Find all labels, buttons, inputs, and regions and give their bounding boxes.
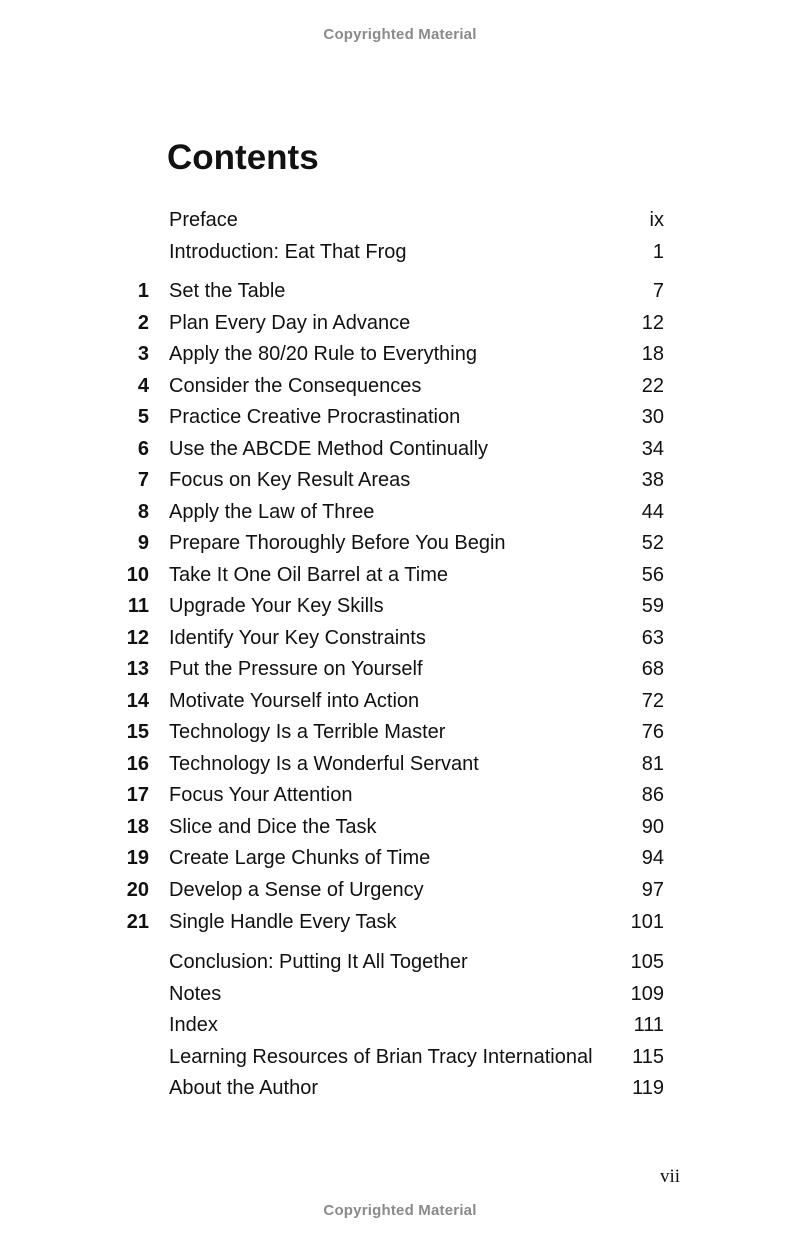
toc-entry-chapter[interactable] bbox=[0, 907, 800, 937]
chapter-number: 17 bbox=[126, 784, 149, 806]
toc-entry-label: Create Large Chunks of Time bbox=[169, 847, 431, 869]
toc-entry-page: 1 bbox=[652, 241, 664, 263]
toc-entry-chapter[interactable] bbox=[0, 717, 800, 747]
toc-entry-page: 22 bbox=[641, 375, 664, 397]
chapter-number: 6 bbox=[137, 438, 149, 460]
toc-entry-label: Introduction: Eat That Frog bbox=[169, 241, 407, 263]
toc-entry-page: 68 bbox=[641, 658, 664, 680]
toc-entry-page: 72 bbox=[641, 690, 664, 712]
toc-entry-chapter[interactable] bbox=[0, 780, 800, 810]
chapter-number: 16 bbox=[126, 753, 149, 775]
toc-entry-label: Index bbox=[169, 1014, 218, 1036]
toc-entry-label: Upgrade Your Key Skills bbox=[169, 595, 384, 617]
toc-entry-label: Put the Pressure on Yourself bbox=[169, 658, 423, 680]
toc-entry-label: Apply the Law of Three bbox=[169, 501, 375, 523]
toc-entry-label: Technology Is a Wonderful Servant bbox=[169, 753, 479, 775]
toc-entry-chapter[interactable] bbox=[0, 402, 800, 432]
toc-entry-chapter[interactable] bbox=[0, 497, 800, 527]
toc-entry-label: Single Handle Every Task bbox=[169, 911, 397, 933]
toc-entry-chapter[interactable] bbox=[0, 812, 800, 842]
chapter-number: 1 bbox=[137, 280, 149, 302]
copyright-watermark-bottom: Copyrighted Material bbox=[323, 1202, 477, 1219]
toc-entry-chapter[interactable] bbox=[0, 591, 800, 621]
toc-entry-label: Set the Table bbox=[169, 280, 286, 302]
toc-entry-page: 94 bbox=[641, 847, 664, 869]
chapter-number: 19 bbox=[126, 847, 149, 869]
toc-entry-page: 115 bbox=[632, 1046, 664, 1068]
chapter-number: 7 bbox=[137, 469, 149, 491]
toc-entry-back[interactable] bbox=[0, 1010, 800, 1040]
page-folio: vii bbox=[659, 1166, 680, 1187]
chapter-number: 18 bbox=[126, 816, 149, 838]
toc-entry-page: 59 bbox=[641, 595, 664, 617]
toc-entry-chapter[interactable] bbox=[0, 308, 800, 338]
toc-entry-chapter[interactable] bbox=[0, 371, 800, 401]
toc-entry-label: Learning Resources of Brian Tracy International bbox=[169, 1046, 593, 1068]
toc-entry-label: Use the ABCDE Method Continually bbox=[169, 438, 489, 460]
toc-entry-chapter[interactable] bbox=[0, 276, 800, 306]
toc-entry-chapter[interactable] bbox=[0, 528, 800, 558]
toc-entry-page: 76 bbox=[641, 721, 664, 743]
toc-entry-chapter[interactable] bbox=[0, 465, 800, 495]
chapter-number: 21 bbox=[126, 911, 149, 933]
toc-entry-page: 34 bbox=[641, 438, 664, 460]
chapter-number: 11 bbox=[127, 595, 149, 617]
toc-entry-page: 97 bbox=[641, 879, 664, 901]
toc-entry-label: Develop a Sense of Urgency bbox=[169, 879, 424, 901]
toc-entry-chapter[interactable] bbox=[0, 434, 800, 464]
toc-entry-page: 101 bbox=[630, 911, 664, 933]
toc-entry-label: Practice Creative Procrastination bbox=[169, 406, 461, 428]
toc-entry-page: 86 bbox=[641, 784, 664, 806]
toc-entry-label: Identify Your Key Constraints bbox=[169, 627, 426, 649]
toc-entry-label: Preface bbox=[169, 209, 238, 231]
chapter-number: 5 bbox=[137, 406, 149, 428]
toc-entry-front[interactable] bbox=[0, 205, 800, 235]
toc-entry-page: ix bbox=[649, 209, 664, 231]
toc-entry-page: 12 bbox=[641, 312, 664, 334]
toc-entry-page: 30 bbox=[641, 406, 664, 428]
toc-entry-page: 63 bbox=[641, 627, 664, 649]
toc-entry-page: 7 bbox=[652, 280, 664, 302]
toc-entry-label: Apply the 80/20 Rule to Everything bbox=[169, 343, 477, 365]
toc-entry-label: Focus on Key Result Areas bbox=[169, 469, 411, 491]
toc-entry-label: Conclusion: Putting It All Together bbox=[169, 951, 468, 973]
toc-entry-page: 38 bbox=[641, 469, 664, 491]
toc-entry-page: 90 bbox=[641, 816, 664, 838]
toc-entry-page: 44 bbox=[641, 501, 664, 523]
toc-entry-label: Prepare Thoroughly Before You Begin bbox=[169, 532, 506, 554]
toc-entry-page: 111 bbox=[633, 1014, 664, 1036]
toc-entry-page: 119 bbox=[632, 1077, 664, 1099]
toc-entry-chapter[interactable] bbox=[0, 654, 800, 684]
toc-entry-label: Notes bbox=[169, 983, 222, 1005]
toc-entry-label: Motivate Yourself into Action bbox=[169, 690, 420, 712]
toc-entry-label: Consider the Consequences bbox=[169, 375, 422, 397]
toc-entry-chapter[interactable] bbox=[0, 749, 800, 779]
page-title: Contents bbox=[167, 138, 319, 177]
chapter-number: 2 bbox=[137, 312, 149, 334]
toc-entry-page: 18 bbox=[641, 343, 664, 365]
toc-entry-label: About the Author bbox=[169, 1077, 319, 1099]
toc-entry-chapter[interactable] bbox=[0, 686, 800, 716]
toc-entry-label: Slice and Dice the Task bbox=[169, 816, 377, 838]
toc-entry-page: 56 bbox=[641, 564, 664, 586]
chapter-number: 14 bbox=[126, 690, 149, 712]
toc-entry-label: Take It One Oil Barrel at a Time bbox=[169, 564, 448, 586]
chapter-number: 9 bbox=[137, 532, 149, 554]
toc-entry-back[interactable] bbox=[0, 979, 800, 1009]
chapter-number: 3 bbox=[137, 343, 149, 365]
toc-entry-page: 52 bbox=[641, 532, 664, 554]
toc-entry-page: 81 bbox=[641, 753, 664, 775]
toc-entry-chapter[interactable] bbox=[0, 875, 800, 905]
toc-entry-chapter[interactable] bbox=[0, 560, 800, 590]
toc-entry-back[interactable] bbox=[0, 1073, 800, 1103]
chapter-number: 15 bbox=[126, 721, 149, 743]
toc-entry-label: Technology Is a Terrible Master bbox=[169, 721, 446, 743]
chapter-number: 13 bbox=[126, 658, 149, 680]
toc-entry-back[interactable] bbox=[0, 1042, 800, 1072]
toc-entry-front[interactable] bbox=[0, 237, 800, 267]
toc-entry-chapter[interactable] bbox=[0, 339, 800, 369]
toc-entry-back[interactable] bbox=[0, 947, 800, 977]
toc-entry-page: 105 bbox=[630, 951, 664, 973]
chapter-number: 10 bbox=[126, 564, 149, 586]
toc-entry-page: 109 bbox=[630, 983, 664, 1005]
chapter-number: 20 bbox=[126, 879, 149, 901]
toc-entry-label: Focus Your Attention bbox=[169, 784, 353, 806]
copyright-watermark-top: Copyrighted Material bbox=[323, 26, 477, 43]
chapter-number: 4 bbox=[137, 375, 149, 397]
chapter-number: 12 bbox=[126, 627, 149, 649]
toc-entry-chapter[interactable] bbox=[0, 843, 800, 873]
toc-entry-chapter[interactable] bbox=[0, 623, 800, 653]
chapter-number: 8 bbox=[137, 501, 149, 523]
toc-entry-label: Plan Every Day in Advance bbox=[169, 312, 411, 334]
